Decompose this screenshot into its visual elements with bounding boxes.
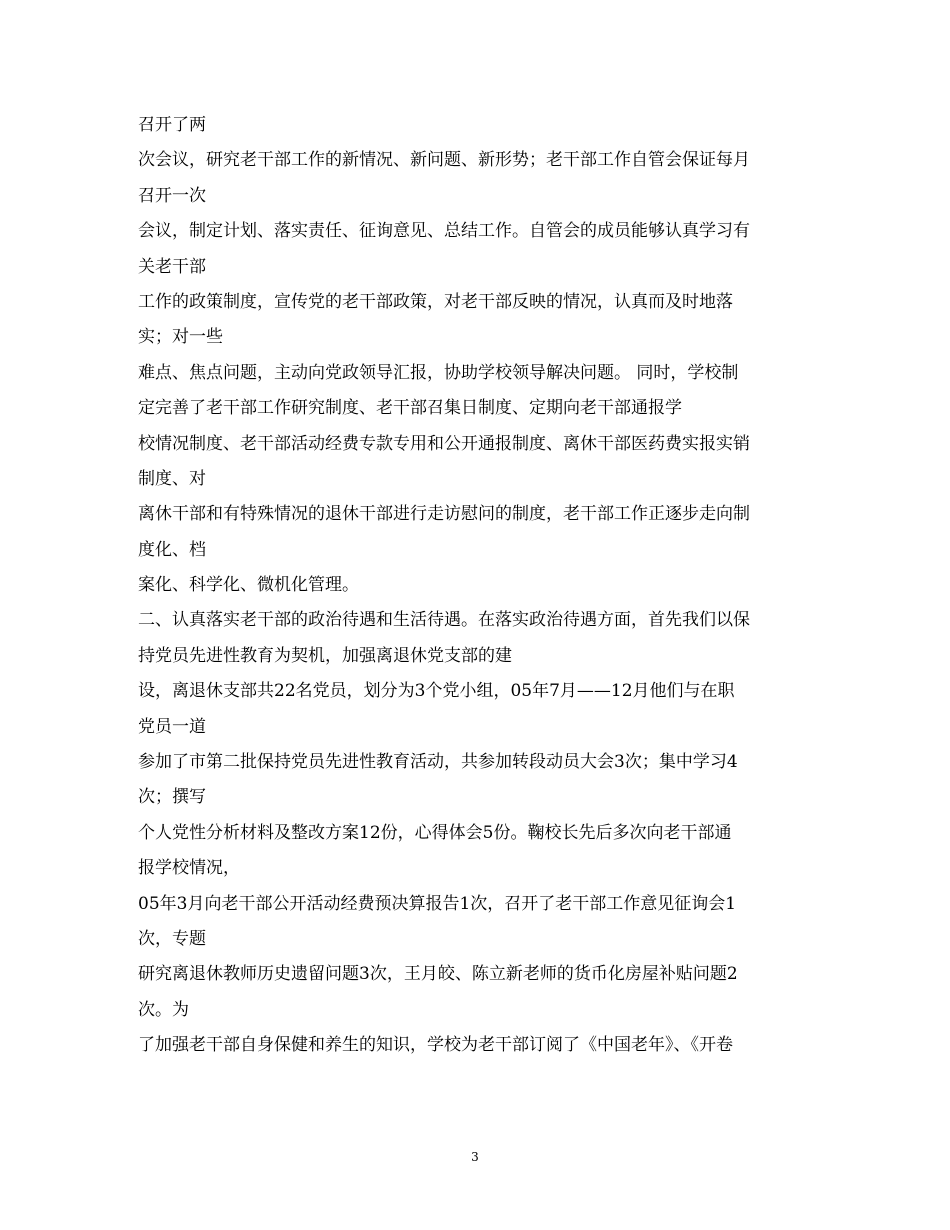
text-line: 工作的政策制度，宣传党的老干部政策，对老干部反映的情况，认真而及时地落 [138, 291, 733, 312]
text-line: 难点、焦点问题，主动向党政领导汇报，协助学校领导解决问题。 同时，学校制 [138, 362, 739, 383]
text-line: 报学校情况， [138, 858, 240, 879]
text-line: 个人党性分析材料及整改方案12份，心得体会5份。鞠校长先后多次向老干部通 [138, 822, 732, 843]
text-line: 次，专题 [138, 928, 206, 949]
text-line: 了加强老干部自身保健和养生的知识，学校为老干部订阅了《中国老年》、《开卷 [138, 1035, 733, 1056]
text-line: 次会议，研究老干部工作的新情况、新问题、新形势；老干部工作自管会保证每月 [138, 150, 750, 171]
text-line: 离休干部和有特殊情况的退休干部进行走访慰问的制度，老干部工作正逐步走向制 [138, 504, 750, 525]
text-line: 05年3月向老干部公开活动经费预决算报告1次，召开了老干部工作意见征询会1 [138, 893, 737, 914]
page-number: 3 [471, 1150, 479, 1164]
text-line: 研究离退休教师历史遗留问题3次，王月皎、陈立新老师的货币化房屋补贴问题2 [138, 964, 738, 985]
text-line: 设，离退休支部共22名党员，划分为3个党小组，05年7月——12月他们与在职 [138, 681, 735, 702]
text-line: 参加了市第二批保持党员先进性教育活动，共参加转段动员大会3次；集中学习4 [138, 752, 738, 773]
body-text [138, 115, 828, 1071]
text-line: 校情况制度、老干部活动经费专款专用和公开通报制度、离休干部医药费实报实销 [138, 433, 750, 454]
text-line: 持党员先进性教育为契机，加强离退休党支部的建 [138, 645, 512, 666]
text-line: 度化、档 [138, 539, 206, 560]
text-line: 案化、科学化、微机化管理。 [138, 575, 359, 596]
text-line: 党员一道 [138, 716, 206, 737]
text-line: 召开一次 [138, 185, 206, 206]
text-line: 次。为 [138, 999, 189, 1020]
text-line: 二、认真落实老干部的政治待遇和生活待遇。在落实政治待遇方面，首先我们以保 [138, 610, 750, 631]
text-line: 实；对一些 [138, 327, 223, 348]
text-line: 定完善了老干部工作研究制度、老干部召集日制度、定期向老干部通报学 [138, 398, 682, 419]
text-line: 会议，制定计划、落实责任、征询意见、总结工作。自管会的成员能够认真学习有 [138, 221, 750, 242]
text-line: 关老干部 [138, 256, 206, 277]
text-line: 召开了两 [138, 115, 206, 135]
text-line: 制度、对 [138, 468, 206, 489]
text-line: 次；撰写 [138, 787, 206, 808]
